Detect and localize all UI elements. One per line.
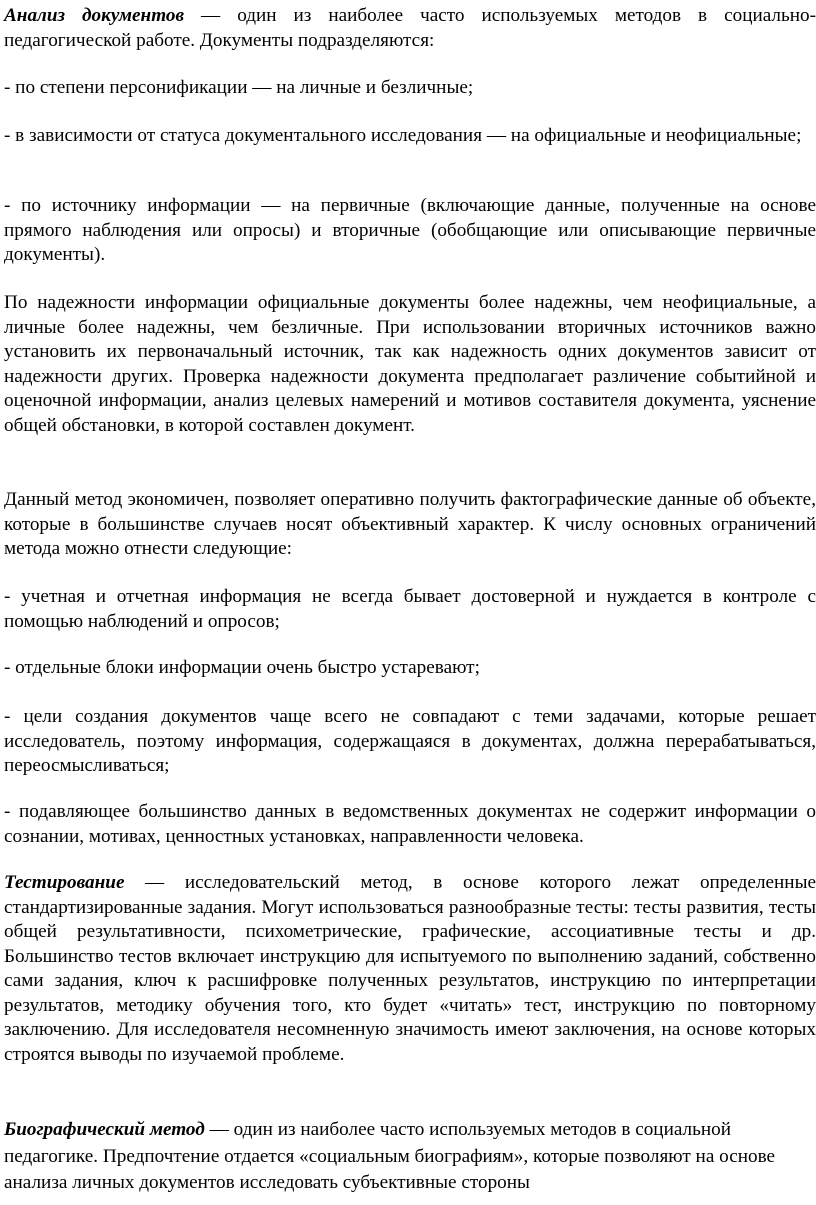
paragraph-document-analysis: Анализ документов — один из наиболее часто используемых методов в социально-педагогической работе. Документы подразделяются: <box>4 5 816 51</box>
paragraph-biographical-method: Биографический метод — один из наиболее часто используемых методов в социальной педагогике. Предпочтение отдается «социальным биографиям», которые позволяют на основе анализа личных документов исследовать субъективные стороны <box>4 1119 776 1194</box>
list-item-accounting-info: - учетная и отчетная информация не всегда бывает достоверной и нуждается в контроле с помощью наблюдений и опросов; <box>4 586 816 632</box>
list-item-personification: - по степени персонификации — на личные и безличные; <box>4 77 474 98</box>
list-item-document-goals: - цели создания документов чаще всего не совпадают с теми задачами, которые решает исследователь, поэтому информация, содержащаяся в документах, должна перерабатываться, переосмысливаться; <box>4 706 816 776</box>
list-item-status: - в зависимости от статуса документального исследования — на официальные и неофициальные; <box>4 125 802 146</box>
list-item-departmental-data: - подавляющее большинство данных в ведомственных документах не содержит информации о сознании, мотивах, ценностных установках, направленности человека. <box>4 801 816 847</box>
paragraph-reliability: По надежности информации официальные документы более надежны, чем неофициальные, а личные более надежны, чем безличные. При использовании вторичных источников важно установить их первоначальный источник, так как надежность одних документов зависит от надежности других. Проверка надежности документа предполагает различение событийной и оценочной информации, анализ целевых намерений и мотивов составителя документа, уяснение общей обстановки, в которой составлен документ. <box>4 292 816 436</box>
list-item-source: - по источнику информации — на первичные (включающие данные, полученные на основе прямого наблюдения или опросы) и вторичные (обобщающие или описывающие первичные документы). <box>4 195 816 265</box>
list-item-outdated-blocks: - отдельные блоки информации очень быстро устаревают; <box>4 657 480 678</box>
paragraph-testing: Тестирование — исследовательский метод, в основе которого лежат определенные стандартизированные задания. Могут использоваться разнообразные тесты: тесты развития, тесты общей результативности, психометрические, графические, ассоциативные тесты и др. Большинство тестов включает инструкцию для испытуемого по выполнению заданий, собственно сами задания, ключ к расшифровке полученных результатов, инструкцию по интерпретации результатов, методику обучения того, кто будет «читать» тест, инструкцию по повторному заключению. Для исследователя несомненную значимость имеют заключения, на основе которых строятся выводы по изучаемой проблеме. <box>4 872 816 1065</box>
term-document-analysis: Анализ документов <box>4 5 185 26</box>
paragraph-method-economy: Данный метод экономичен, позволяет оперативно получить фактографические данные об объекте, которые в большинстве случаев носят объективный характер. К числу основных ограничений метода можно отнести следующие: <box>4 489 816 559</box>
term-biographical-method: Биографический метод <box>4 1119 205 1140</box>
term-testing: Тестирование <box>4 872 125 893</box>
